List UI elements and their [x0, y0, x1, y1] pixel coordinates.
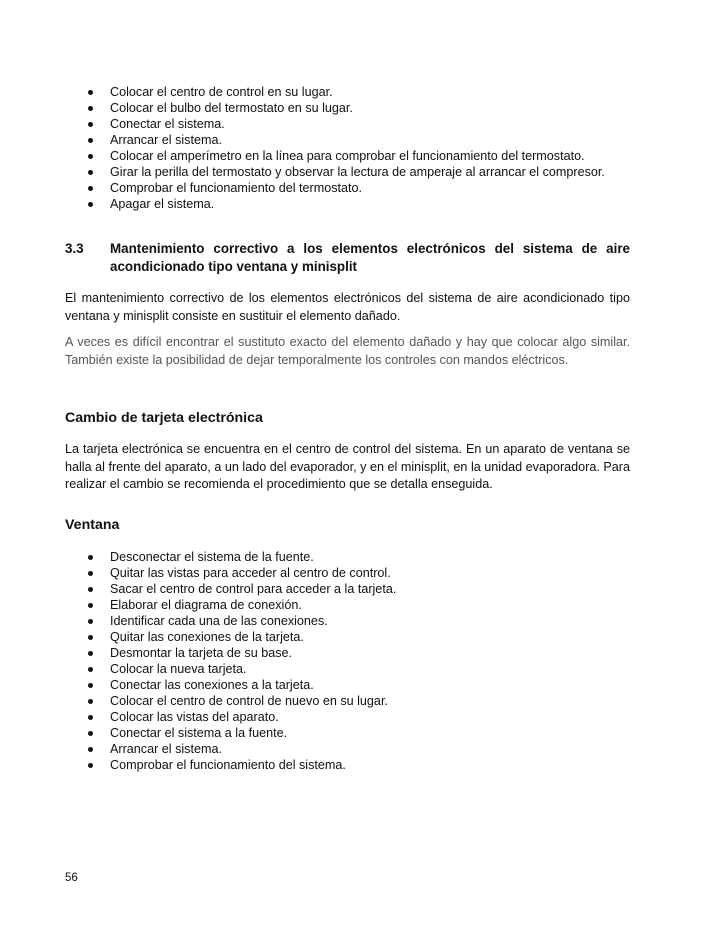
list-item: Desconectar el sistema de la fuente. [84, 549, 644, 565]
list-item: Colocar el centro de control de nuevo en su lugar. [84, 693, 644, 709]
paragraph-intro: El mantenimiento correctivo de los elementos electrónicos del sistema de aire acondicionado tipo ventana y minisplit consiste en sustituir el elemento dañado. [65, 291, 630, 323]
paragraph-tarjeta: La tarjeta electrónica se encuentra en el centro de control del sistema. En un aparato de ventana se halla al frente del aparato, a un lado del evaporador, y en el minisplit, en la unidad evaporadora. Para realizar el cambio se recomienda el procedimiento que se detalla enseguida. [65, 442, 630, 491]
list-item: Colocar el bulbo del termostato en su lugar. [84, 100, 644, 116]
list-item: Conectar el sistema. [84, 116, 644, 132]
list-item: Comprobar el funcionamiento del termostato. [84, 180, 644, 196]
list-item: Colocar la nueva tarjeta. [84, 661, 644, 677]
list-item: Sacar el centro de control para acceder a la tarjeta. [84, 581, 644, 597]
list-item: Quitar las vistas para acceder al centro de control. [84, 565, 644, 581]
list-item: Desmontar la tarjeta de su base. [84, 645, 644, 661]
list-item: Arrancar el sistema. [84, 132, 644, 148]
list-item: Conectar el sistema a la fuente. [84, 725, 644, 741]
paragraph-note: A veces es difícil encontrar el sustituto exacto del elemento dañado y hay que colocar algo similar. También existe la posibilidad de dejar temporalmente los controles con mandos eléctricos. [65, 335, 630, 367]
section-number: 3.3 [65, 241, 84, 256]
list-item: Conectar las conexiones a la tarjeta. [84, 677, 644, 693]
list-item: Apagar el sistema. [84, 196, 644, 212]
bullet-list-ventana [84, 549, 644, 773]
list-item: Colocar el centro de control en su lugar. [84, 84, 644, 100]
list-item: Quitar las conexiones de la tarjeta. [84, 629, 644, 645]
list-item: Comprobar el funcionamiento del sistema. [84, 757, 644, 773]
list-item: Girar la perilla del termostato y observar la lectura de amperaje al arrancar el compresor. [84, 164, 644, 180]
list-item: Arrancar el sistema. [84, 741, 644, 757]
list-item: Colocar las vistas del aparato. [84, 709, 644, 725]
section-title: Mantenimiento correctivo a los elementos electrónicos del sistema de aire acondicionado tipo ventana y minisplit [110, 241, 630, 274]
heading-cambio-tarjeta: Cambio de tarjeta electrónica [65, 410, 263, 426]
list-item: Elaborar el diagrama de conexión. [84, 597, 644, 613]
page-number: 56 [65, 872, 78, 884]
bullet-list-termostato [84, 84, 644, 212]
heading-ventana: Ventana [65, 517, 120, 533]
list-item: Colocar el amperímetro en la línea para comprobar el funcionamiento del termostato. [84, 148, 644, 164]
list-item: Identificar cada una de las conexiones. [84, 613, 644, 629]
